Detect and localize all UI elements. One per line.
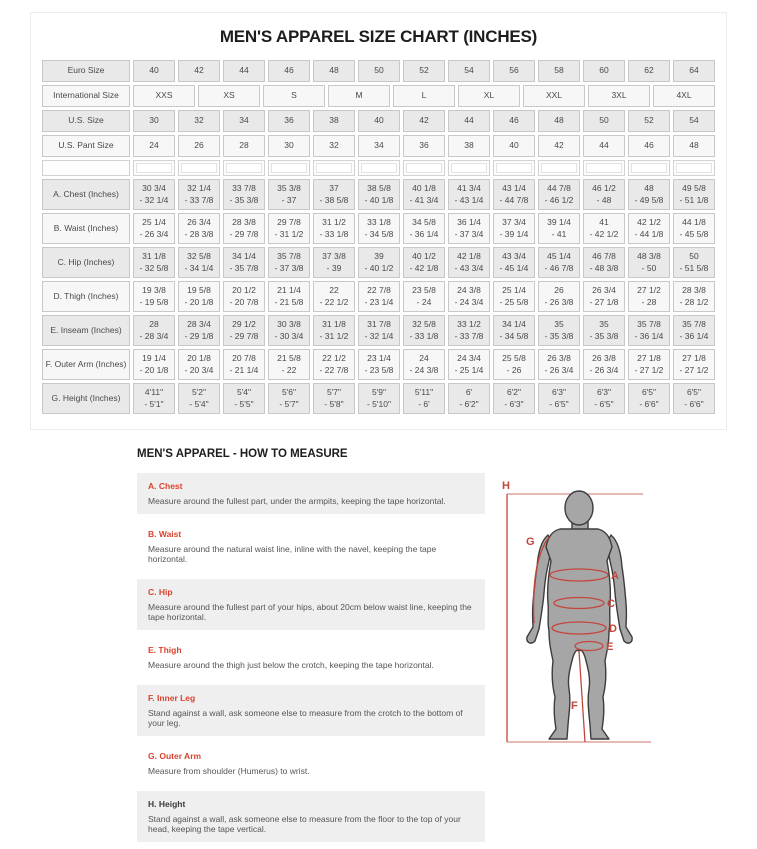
measure-item-text: Measure around the thigh just below the crotch, keeping the tape horizontal. (148, 660, 434, 670)
size-input-box[interactable] (451, 163, 487, 173)
size-input-box[interactable] (316, 163, 352, 173)
size-cell: 30 (133, 110, 175, 132)
size-cell: 5'2" - 5'4" (178, 383, 220, 414)
measure-item (137, 473, 485, 514)
size-cell: 46 (493, 110, 535, 132)
table-row (42, 281, 715, 312)
size-cell: 40 (493, 135, 535, 157)
table-row (42, 110, 715, 132)
size-cell: 46 7/8 - 48 3/8 (583, 247, 625, 278)
size-cell: 40 (133, 60, 175, 82)
table-row (42, 349, 715, 380)
size-cell: 37 3/8 - 39 (313, 247, 355, 278)
measure-title: MEN'S APPAREL - HOW TO MEASURE (137, 448, 348, 460)
size-cell: 4XL (653, 85, 715, 107)
measure-item-text: Measure around the fullest part, under the armpits, keeping the tape horizontal. (148, 496, 446, 506)
size-cell: 28 3/8 - 29 7/8 (223, 213, 265, 244)
size-input-box[interactable] (541, 163, 577, 173)
size-cell: 54 (673, 110, 715, 132)
size-cell: 50 (583, 110, 625, 132)
size-cell: 22 1/2 - 22 7/8 (313, 349, 355, 380)
size-cell: 43 1/4 - 44 7/8 (493, 179, 535, 210)
body-diagram-container (493, 470, 658, 849)
size-cell: 6'5" - 6'6" (628, 383, 670, 414)
size-cell: 32 5/8 - 34 1/4 (178, 247, 220, 278)
size-cell: 43 3/4 - 45 1/4 (493, 247, 535, 278)
size-cell: 35 7/8 - 36 1/4 (673, 315, 715, 346)
size-cell: 21 5/8 - 22 (268, 349, 310, 380)
size-cell: 37 3/4 - 39 1/4 (493, 213, 535, 244)
figure-head (565, 491, 593, 525)
measure-item-text: Measure from shoulder (Humerus) to wrist. (148, 766, 310, 776)
measure-item (137, 685, 485, 736)
size-cell: XS (198, 85, 260, 107)
row-label: E. Inseam (Inches) (42, 315, 130, 346)
size-input[interactable] (583, 160, 625, 176)
size-cell: 31 1/8 - 31 1/2 (313, 315, 355, 346)
size-input[interactable] (313, 160, 355, 176)
size-cell: 62 (628, 60, 670, 82)
row-label: C. Hip (Inches) (42, 247, 130, 278)
size-cell: 27 1/8 - 27 1/2 (628, 349, 670, 380)
measure-item-label: H. Height (148, 799, 186, 809)
size-cell: 35 - 35 3/8 (583, 315, 625, 346)
size-cell: 33 1/8 - 34 5/8 (358, 213, 400, 244)
size-cell: 44 7/8 - 46 1/2 (538, 179, 580, 210)
size-cell: XXL (523, 85, 585, 107)
size-cell: 42 (178, 60, 220, 82)
size-cell: 21 1/4 - 21 5/8 (268, 281, 310, 312)
figure-label-thigh: E (606, 641, 614, 653)
size-input[interactable] (358, 160, 400, 176)
size-cell: 23 1/4 - 23 5/8 (358, 349, 400, 380)
measure-item (137, 579, 485, 630)
size-chart-section (30, 12, 727, 430)
size-cell: 4'11" - 5'1" (133, 383, 175, 414)
size-cell: 26 3/8 - 26 3/4 (583, 349, 625, 380)
how-to-measure-section (137, 448, 757, 849)
size-cell: 34 1/4 - 35 7/8 (223, 247, 265, 278)
size-cell: 34 (223, 110, 265, 132)
size-cell: L (393, 85, 455, 107)
size-cell: 5'4" - 5'5" (223, 383, 265, 414)
size-input-box[interactable] (181, 163, 217, 173)
measure-item-label: A. Chest (148, 481, 183, 491)
size-cell: 48 (538, 110, 580, 132)
measure-guide-list (137, 473, 485, 842)
size-cell: 5'6" - 5'7" (268, 383, 310, 414)
table-row (42, 60, 715, 82)
row-label (42, 160, 130, 176)
size-cell: 46 1/2 - 48 (583, 179, 625, 210)
size-cell: 54 (448, 60, 490, 82)
table-row (42, 315, 715, 346)
size-cell: 26 3/4 - 28 3/8 (178, 213, 220, 244)
size-cell: 58 (538, 60, 580, 82)
size-cell: 27 1/8 - 27 1/2 (673, 349, 715, 380)
size-cell: 24 (133, 135, 175, 157)
row-label: U.S. Size (42, 110, 130, 132)
size-cell: 52 (403, 60, 445, 82)
size-cell: 34 (358, 135, 400, 157)
size-cell: 36 1/4 - 37 3/4 (448, 213, 490, 244)
chart-title: MEN'S APPAREL SIZE CHART (INCHES) (219, 27, 538, 46)
size-cell: 41 3/4 - 43 1/4 (448, 179, 490, 210)
measure-item-label: B. Waist (148, 529, 182, 539)
size-cell: 42 (403, 110, 445, 132)
size-cell: 30 (268, 135, 310, 157)
size-cell: 32 1/4 - 33 7/8 (178, 179, 220, 210)
size-cell: 44 (448, 110, 490, 132)
size-input-box[interactable] (406, 163, 442, 173)
size-cell: 39 - 40 1/2 (358, 247, 400, 278)
size-cell: 48 3/8 - 50 (628, 247, 670, 278)
size-cell: 20 7/8 - 21 1/4 (223, 349, 265, 380)
size-cell: 28 3/8 - 28 1/2 (673, 281, 715, 312)
size-cell: 40 1/2 - 42 1/8 (403, 247, 445, 278)
size-cell: 64 (673, 60, 715, 82)
figure-label-hip: D (609, 623, 617, 635)
size-cell: 5'7" - 5'8" (313, 383, 355, 414)
row-label: D. Thigh (Inches) (42, 281, 130, 312)
size-cell: XXS (133, 85, 195, 107)
size-cell: 19 1/4 - 20 1/8 (133, 349, 175, 380)
size-cell: 44 1/8 - 45 5/8 (673, 213, 715, 244)
inner-leg-line (579, 651, 585, 742)
size-cell: 6'3" - 6'5" (583, 383, 625, 414)
size-cell: 31 1/2 - 33 1/8 (313, 213, 355, 244)
size-cell: 40 1/8 - 41 3/4 (403, 179, 445, 210)
measure-item-text: Measure around the fullest part of your hips, about 20cm below waist line, keeping the tape horizontal. (148, 602, 472, 622)
size-cell: 24 3/8 - 24 3/4 (448, 281, 490, 312)
size-input-box[interactable] (361, 163, 397, 173)
size-cell: 33 1/2 - 33 7/8 (448, 315, 490, 346)
measure-item-label: E. Thigh (148, 645, 182, 655)
size-cell: 37 - 38 5/8 (313, 179, 355, 210)
size-cell: 48 (673, 135, 715, 157)
size-input-box[interactable] (631, 163, 667, 173)
size-cell: 31 1/8 - 32 5/8 (133, 247, 175, 278)
figure-label-height: H (502, 480, 510, 492)
size-cell: 29 7/8 - 31 1/2 (268, 213, 310, 244)
size-cell: 38 (448, 135, 490, 157)
size-cell: 49 5/8 - 51 1/8 (673, 179, 715, 210)
size-cell: 40 (358, 110, 400, 132)
figure-label-outer-arm: G (526, 536, 535, 548)
size-input-box[interactable] (226, 163, 262, 173)
figure-label-inner-leg: F (571, 700, 578, 712)
size-cell: 42 1/2 - 44 1/8 (628, 213, 670, 244)
size-cell: 39 1/4 - 41 (538, 213, 580, 244)
table-row (42, 213, 715, 244)
size-cell: 35 7/8 - 37 3/8 (268, 247, 310, 278)
size-cell: 26 - 26 3/8 (538, 281, 580, 312)
row-label: B. Waist (Inches) (42, 213, 130, 244)
size-cell: M (328, 85, 390, 107)
body-measurement-diagram (493, 470, 658, 776)
row-label: Euro Size (42, 60, 130, 82)
size-cell: 26 3/8 - 26 3/4 (538, 349, 580, 380)
row-label: F. Outer Arm (Inches) (42, 349, 130, 380)
size-cell: 32 5/8 - 33 1/8 (403, 315, 445, 346)
size-cell: 27 1/2 - 28 (628, 281, 670, 312)
size-cell: 23 5/8 - 24 (403, 281, 445, 312)
figure-label-chest: A (611, 570, 619, 582)
row-label: A. Chest (Inches) (42, 179, 130, 210)
size-input-box[interactable] (136, 163, 172, 173)
measure-item (137, 521, 485, 572)
size-cell: 45 1/4 - 46 7/8 (538, 247, 580, 278)
measure-item-label: F. Inner Leg (148, 693, 196, 703)
size-cell: 20 1/8 - 20 3/4 (178, 349, 220, 380)
measure-item-label: G. Outer Arm (148, 751, 202, 761)
measure-item (137, 637, 485, 678)
table-row (42, 247, 715, 278)
table-row (42, 85, 715, 107)
size-cell: 28 3/4 - 29 1/8 (178, 315, 220, 346)
size-cell: 29 1/2 - 29 7/8 (223, 315, 265, 346)
figure-label-waist: C (607, 598, 615, 610)
size-input[interactable] (223, 160, 265, 176)
size-cell: 22 7/8 - 23 1/4 (358, 281, 400, 312)
size-input-box[interactable] (676, 163, 712, 173)
size-cell: 19 5/8 - 20 1/8 (178, 281, 220, 312)
size-cell: 35 3/8 - 37 (268, 179, 310, 210)
size-chart-table (42, 60, 715, 414)
size-cell: 48 (313, 60, 355, 82)
row-label: G. Height (Inches) (42, 383, 130, 414)
size-cell: 44 (223, 60, 265, 82)
size-cell: 50 - 51 5/8 (673, 247, 715, 278)
size-cell: 42 (538, 135, 580, 157)
size-cell: 30 3/8 - 30 3/4 (268, 315, 310, 346)
size-input[interactable] (133, 160, 175, 176)
size-input[interactable] (268, 160, 310, 176)
measure-item-text: Measure around the natural waist line, inline with the navel, keeping the tape horizontal. (148, 544, 437, 564)
size-input[interactable] (673, 160, 715, 176)
size-cell: 48 - 49 5/8 (628, 179, 670, 210)
table-row (42, 135, 715, 157)
size-cell: 38 5/8 - 40 1/8 (358, 179, 400, 210)
row-label: U.S. Pant Size (42, 135, 130, 157)
size-cell: 19 3/8 - 19 5/8 (133, 281, 175, 312)
size-cell: 46 (628, 135, 670, 157)
size-cell: S (263, 85, 325, 107)
size-cell: 32 (313, 135, 355, 157)
measure-item-text: Stand against a wall, ask someone else to measure from the crotch to the bottom of your leg. (148, 708, 463, 728)
size-cell: 5'9" - 5'10" (358, 383, 400, 414)
size-cell: 46 (268, 60, 310, 82)
size-cell: 6' - 6'2" (448, 383, 490, 414)
table-row (42, 383, 715, 414)
size-cell: 31 7/8 - 32 1/4 (358, 315, 400, 346)
size-cell: 36 (403, 135, 445, 157)
measure-item-label: C. Hip (148, 587, 173, 597)
measure-item (137, 743, 485, 784)
size-cell: 35 7/8 - 36 1/4 (628, 315, 670, 346)
size-cell: 30 3/4 - 32 1/4 (133, 179, 175, 210)
size-input-box[interactable] (271, 163, 307, 173)
size-cell: 26 (178, 135, 220, 157)
size-cell: XL (458, 85, 520, 107)
size-cell: 20 1/2 - 20 7/8 (223, 281, 265, 312)
size-input[interactable] (448, 160, 490, 176)
size-cell: 25 1/4 - 26 3/4 (133, 213, 175, 244)
size-input[interactable] (403, 160, 445, 176)
size-cell: 6'2" - 6'3" (493, 383, 535, 414)
size-input[interactable] (493, 160, 535, 176)
size-cell: 5'11" - 6' (403, 383, 445, 414)
size-cell: 50 (358, 60, 400, 82)
size-cell: 36 (268, 110, 310, 132)
size-cell: 34 1/4 - 34 5/8 (493, 315, 535, 346)
measure-item-text: Stand against a wall, ask someone else to measure from the floor to the top of your head, keeping the tape vertical. (148, 814, 461, 834)
size-cell: 3XL (588, 85, 650, 107)
size-cell: 42 1/8 - 43 3/4 (448, 247, 490, 278)
size-cell: 25 1/4 - 25 5/8 (493, 281, 535, 312)
measure-item (137, 791, 485, 842)
size-cell: 56 (493, 60, 535, 82)
size-cell: 6'3" - 6'5" (538, 383, 580, 414)
size-cell: 44 (583, 135, 625, 157)
size-cell: 38 (313, 110, 355, 132)
size-cell: 24 - 24 3/8 (403, 349, 445, 380)
size-input[interactable] (538, 160, 580, 176)
size-input-box[interactable] (496, 163, 532, 173)
size-cell: 25 5/8 - 26 (493, 349, 535, 380)
size-cell: 52 (628, 110, 670, 132)
size-cell: 26 3/4 - 27 1/8 (583, 281, 625, 312)
size-cell: 24 3/4 - 25 1/4 (448, 349, 490, 380)
table-row (42, 179, 715, 210)
size-cell: 28 (223, 135, 265, 157)
size-cell: 28 - 28 3/4 (133, 315, 175, 346)
size-cell: 60 (583, 60, 625, 82)
size-cell: 33 7/8 - 35 3/8 (223, 179, 265, 210)
size-input[interactable] (178, 160, 220, 176)
size-cell: 6'5" - 6'6" (673, 383, 715, 414)
size-input[interactable] (628, 160, 670, 176)
size-cell: 35 - 35 3/8 (538, 315, 580, 346)
size-cell: 32 (178, 110, 220, 132)
size-cell: 41 - 42 1/2 (583, 213, 625, 244)
size-cell: 22 - 22 1/2 (313, 281, 355, 312)
size-cell: 34 5/8 - 36 1/4 (403, 213, 445, 244)
table-row (42, 160, 715, 176)
row-label: International Size (42, 85, 130, 107)
size-input-box[interactable] (586, 163, 622, 173)
